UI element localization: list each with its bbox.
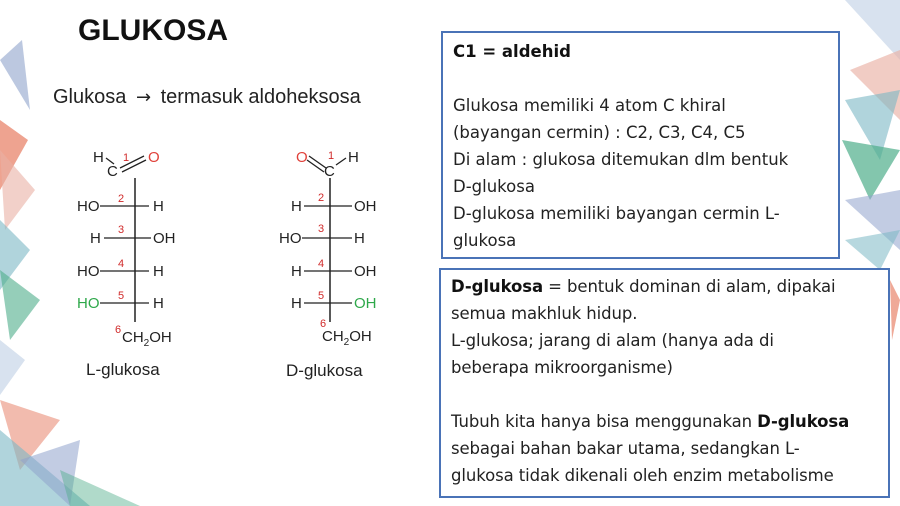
box2-p3-line2: sebagai bahan bakar utama, sedangkan L- xyxy=(451,439,800,458)
l-top-o: O xyxy=(148,149,160,166)
l-top-c: C xyxy=(107,163,118,180)
d-row-5 xyxy=(291,290,377,312)
subtitle-prefix: Glukosa xyxy=(53,86,127,108)
arrow-right-icon: → xyxy=(135,87,152,108)
d-num-1: 1 xyxy=(328,150,335,162)
l-num-1: 1 xyxy=(123,152,130,164)
info-box-d-glukosa xyxy=(439,268,890,498)
l-row-4-left: HO xyxy=(77,263,100,280)
d-row-4-left: H xyxy=(291,263,302,280)
box1-line-3: Di alam : glukosa ditemukan dlm bentuk xyxy=(453,150,789,169)
deco-shape xyxy=(0,150,35,230)
l-glukosa-structure xyxy=(77,149,176,349)
deco-shape xyxy=(842,140,900,200)
l-top-h: H xyxy=(93,149,104,166)
box1-line-5: D-glukosa memiliki bayangan cermin L- xyxy=(453,204,780,223)
subtitle xyxy=(53,86,361,109)
fischer-projections xyxy=(60,140,410,390)
d-co-bond-b xyxy=(307,160,324,172)
deco-shape xyxy=(0,270,40,340)
l-row-4-right: H xyxy=(153,263,164,280)
d-row-3 xyxy=(279,223,365,247)
box2-p3-bold: D-glukosa xyxy=(757,412,850,431)
box2-p3-line1 xyxy=(451,408,878,435)
d-row-2-left: H xyxy=(291,198,302,215)
box2-p2-line2: beberapa mikroorganisme) xyxy=(451,358,673,377)
l-row-5 xyxy=(77,290,164,312)
l-glukosa-caption: L-glukosa xyxy=(86,360,160,379)
box2-p1-line1 xyxy=(451,273,878,300)
info-box-aldehid xyxy=(441,31,840,259)
box2-p3-pre: Tubuh kita hanya bisa menggunakan xyxy=(451,412,758,431)
deco-shape xyxy=(890,280,900,340)
l-row-3-left: H xyxy=(90,230,101,247)
subtitle-suffix: termasuk aldoheksosa xyxy=(160,86,361,108)
d-top-h: H xyxy=(348,149,359,166)
d-row-3-left: HO xyxy=(279,230,302,247)
d-row-2 xyxy=(291,192,377,215)
l-row-2 xyxy=(77,193,164,215)
d-glukosa-caption: D-glukosa xyxy=(286,361,363,380)
deco-shape xyxy=(845,230,900,270)
box1-line-2: (bayangan cermin) : C2, C3, C4, C5 xyxy=(453,123,746,142)
d-bottom: $CH_2OH$ xyxy=(322,328,372,348)
l-num-6: 6 xyxy=(115,324,122,336)
d-row-3-right: H xyxy=(354,230,365,247)
box1-line-6: glukosa xyxy=(453,231,517,250)
d-num-2: 2 xyxy=(318,192,325,204)
box2-p1-bold: D-glukosa xyxy=(451,277,543,296)
box2-p1-line2: semua makhluk hidup. xyxy=(451,304,638,323)
d-row-2-right: OH xyxy=(354,198,377,215)
box2-p1-rest: = bentuk dominan di alam, dipakai xyxy=(543,277,836,296)
l-row-3-right: OH xyxy=(153,230,176,247)
l-num-5: 5 xyxy=(118,290,125,302)
l-row-2-left: HO xyxy=(77,198,100,215)
deco-shape xyxy=(0,340,25,395)
l-num-2: 2 xyxy=(118,193,125,205)
d-glukosa-structure xyxy=(279,149,377,348)
box1-line-4: D-glukosa xyxy=(453,177,535,196)
l-row-4 xyxy=(77,258,164,280)
l-row-3 xyxy=(90,224,176,247)
deco-shape xyxy=(845,0,900,60)
d-top-o: O xyxy=(296,149,308,166)
box1-heading: C1 = aldehid xyxy=(453,42,571,61)
l-row-2-right: H xyxy=(153,198,164,215)
d-row-5-left: H xyxy=(291,295,302,312)
d-num-3: 3 xyxy=(318,223,325,235)
d-h-bond xyxy=(336,158,346,165)
l-num-4: 4 xyxy=(118,258,125,270)
box1-line-1: Glukosa memiliki 4 atom C khiral xyxy=(453,96,726,115)
d-row-4-right: OH xyxy=(354,263,377,280)
slide-title: GLUKOSA xyxy=(78,14,228,47)
d-row-4 xyxy=(291,258,377,280)
d-num-6: 6 xyxy=(320,318,327,330)
box2-p2-line1: L-glukosa; jarang di alam (hanya ada di xyxy=(451,331,774,350)
box2-p3-line3: glukosa tidak dikenali oleh enzim metabolisme xyxy=(451,466,834,485)
l-row-5-left: HO xyxy=(77,295,100,312)
d-num-5: 5 xyxy=(318,290,325,302)
l-bottom: $CH_2OH$ xyxy=(122,329,172,349)
l-row-5-right: H xyxy=(153,295,164,312)
d-num-4: 4 xyxy=(318,258,325,270)
deco-shape xyxy=(0,40,30,110)
l-num-3: 3 xyxy=(118,224,125,236)
d-row-5-right: OH xyxy=(354,295,377,312)
d-top-c: C xyxy=(324,163,335,180)
